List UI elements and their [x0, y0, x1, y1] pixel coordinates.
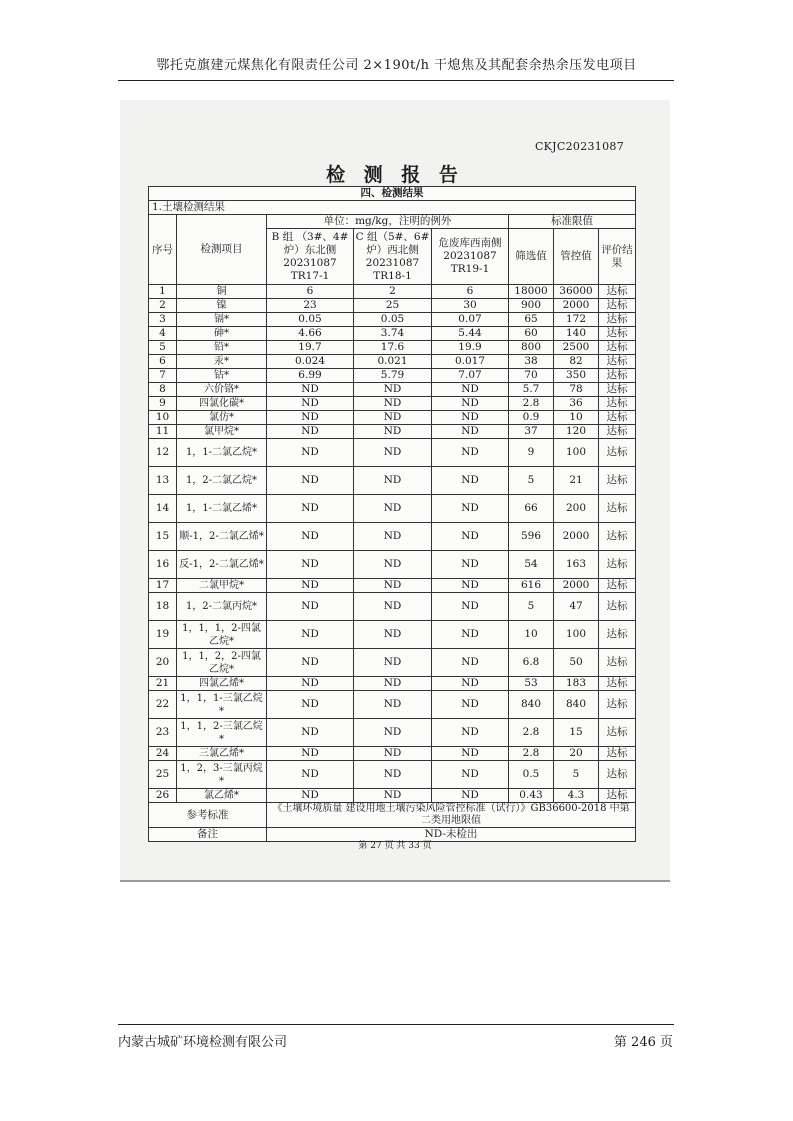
row-seq: 19 [149, 621, 177, 649]
scan-bottom-edge [120, 880, 670, 882]
row-value-d: 0.017 [432, 355, 509, 369]
row-value-d: ND [432, 425, 509, 439]
row-eval: 达标 [599, 383, 636, 397]
row-screen-value: 0.5 [509, 761, 554, 789]
row-eval: 达标 [599, 495, 636, 523]
row-control-value: 82 [554, 355, 599, 369]
row-value-d: 30 [432, 299, 509, 313]
row-item: 镉* [177, 313, 267, 327]
std-limit-header: 标准限值 [509, 215, 636, 229]
table-row [149, 467, 636, 495]
row-value-c: ND [354, 649, 432, 677]
page-header-title: 鄂托克旗建元煤焦化有限责任公司 2×190t/h 干熄焦及其配套余热余压发电项目 [156, 58, 637, 73]
row-item: 四氯乙烯* [177, 677, 267, 691]
row-seq: 1 [149, 285, 177, 299]
row-control-value: 2000 [554, 299, 599, 313]
row-screen-value: 840 [509, 691, 554, 719]
table-row [149, 495, 636, 523]
row-value-b: ND [267, 719, 354, 747]
row-value-d: ND [432, 593, 509, 621]
row-screen-value: 800 [509, 341, 554, 355]
row-control-value: 2000 [554, 579, 599, 593]
row-item: 1，2-二氯丙烷* [177, 593, 267, 621]
row-eval: 达标 [599, 425, 636, 439]
header-control-value: 管控值 [554, 229, 599, 285]
row-control-value: 36 [554, 397, 599, 411]
row-value-b: ND [267, 439, 354, 467]
header-seq: 序号 [149, 215, 177, 285]
row-value-b: ND [267, 649, 354, 677]
row-item: 三氯乙烯* [177, 747, 267, 761]
row-seq: 24 [149, 747, 177, 761]
row-item: 钴* [177, 369, 267, 383]
row-value-c: ND [354, 621, 432, 649]
row-item: 1，1，2-三氯乙烷* [177, 719, 267, 747]
row-seq: 13 [149, 467, 177, 495]
row-eval: 达标 [599, 341, 636, 355]
row-value-b: ND [267, 593, 354, 621]
row-value-c: ND [354, 495, 432, 523]
reference-standard-label: 参考标准 [149, 803, 267, 828]
row-seq: 17 [149, 579, 177, 593]
row-value-b: ND [267, 495, 354, 523]
row-control-value: 140 [554, 327, 599, 341]
row-control-value: 2500 [554, 341, 599, 355]
row-eval: 达标 [599, 789, 636, 803]
table-row [149, 761, 636, 789]
row-screen-value: 2.8 [509, 397, 554, 411]
row-control-value: 4.3 [554, 789, 599, 803]
remarks-text: ND-未检出 [267, 828, 636, 842]
row-control-value: 5 [554, 761, 599, 789]
row-screen-value: 10 [509, 621, 554, 649]
subsection-title: 1.土壤检测结果 [149, 201, 636, 215]
row-screen-value: 18000 [509, 285, 554, 299]
row-seq: 8 [149, 383, 177, 397]
report-title: 检 测 报 告 [326, 164, 464, 186]
row-seq: 4 [149, 327, 177, 341]
footer-page-number: 第 246 页 [613, 1035, 673, 1050]
row-value-b: 6 [267, 285, 354, 299]
table-row [149, 299, 636, 313]
row-seq: 5 [149, 341, 177, 355]
reference-standard-text: 《土壤环境质量 建设用地土壤污染风险管控标准（试行）》GB36600-2018 中第二类用地限值 [267, 803, 636, 828]
row-seq: 7 [149, 369, 177, 383]
table-row [149, 523, 636, 551]
row-eval: 达标 [599, 579, 636, 593]
row-value-c: 0.021 [354, 355, 432, 369]
row-screen-value: 2.8 [509, 747, 554, 761]
row-seq: 9 [149, 397, 177, 411]
row-control-value: 100 [554, 439, 599, 467]
row-value-c: ND [354, 747, 432, 761]
row-item: 1，1，1，2-四氯乙烷* [177, 621, 267, 649]
row-value-c: ND [354, 425, 432, 439]
row-value-b: ND [267, 523, 354, 551]
header-sample-c: C 组（5#、6#炉）西北侧 20231087 TR18-1 [354, 229, 432, 285]
row-value-d: ND [432, 747, 509, 761]
row-value-c: 3.74 [354, 327, 432, 341]
row-value-b: ND [267, 747, 354, 761]
row-control-value: 172 [554, 313, 599, 327]
row-value-d: ND [432, 789, 509, 803]
row-seq: 20 [149, 649, 177, 677]
scanned-report-page [120, 100, 670, 880]
row-value-b: 0.05 [267, 313, 354, 327]
row-value-b: 23 [267, 299, 354, 313]
row-item: 氯乙烯* [177, 789, 267, 803]
row-eval: 达标 [599, 621, 636, 649]
table-row [149, 327, 636, 341]
row-control-value: 15 [554, 719, 599, 747]
table-row [149, 691, 636, 719]
row-eval: 达标 [599, 593, 636, 621]
row-screen-value: 6.8 [509, 649, 554, 677]
row-value-d: ND [432, 719, 509, 747]
row-screen-value: 37 [509, 425, 554, 439]
row-value-c: 5.79 [354, 369, 432, 383]
row-value-b: ND [267, 551, 354, 579]
row-eval: 达标 [599, 327, 636, 341]
row-value-d: 0.07 [432, 313, 509, 327]
row-item: 铅* [177, 341, 267, 355]
row-screen-value: 5 [509, 467, 554, 495]
row-control-value: 21 [554, 467, 599, 495]
row-eval: 达标 [599, 551, 636, 579]
row-screen-value: 5.7 [509, 383, 554, 397]
row-screen-value: 60 [509, 327, 554, 341]
row-item: 汞* [177, 355, 267, 369]
table-row [149, 341, 636, 355]
row-screen-value: 9 [509, 439, 554, 467]
section-title: 四、检测结果 [149, 187, 636, 201]
row-value-c: ND [354, 691, 432, 719]
row-control-value: 78 [554, 383, 599, 397]
row-screen-value: 70 [509, 369, 554, 383]
row-value-d: ND [432, 621, 509, 649]
table-row [149, 593, 636, 621]
row-eval: 达标 [599, 649, 636, 677]
row-eval: 达标 [599, 285, 636, 299]
row-value-c: ND [354, 467, 432, 495]
row-value-d: ND [432, 439, 509, 467]
row-control-value: 36000 [554, 285, 599, 299]
row-value-d: ND [432, 523, 509, 551]
row-seq: 3 [149, 313, 177, 327]
row-eval: 达标 [599, 691, 636, 719]
table-row [149, 285, 636, 299]
row-value-d: ND [432, 551, 509, 579]
row-eval: 达标 [599, 411, 636, 425]
table-row [149, 383, 636, 397]
row-seq: 25 [149, 761, 177, 789]
row-value-b: 0.024 [267, 355, 354, 369]
row-value-d: 6 [432, 285, 509, 299]
row-value-c: ND [354, 411, 432, 425]
row-item: 氯仿* [177, 411, 267, 425]
row-value-b: ND [267, 467, 354, 495]
row-item: 铜 [177, 285, 267, 299]
row-seq: 18 [149, 593, 177, 621]
row-seq: 16 [149, 551, 177, 579]
table-row [149, 579, 636, 593]
row-item: 顺-1，2-二氯乙烯* [177, 523, 267, 551]
row-value-b: ND [267, 691, 354, 719]
row-eval: 达标 [599, 467, 636, 495]
table-row [149, 649, 636, 677]
row-value-c: 17.6 [354, 341, 432, 355]
row-value-d: ND [432, 383, 509, 397]
header-sample-d: 危废库西南侧 20231087 TR19-1 [432, 229, 509, 285]
row-seq: 2 [149, 299, 177, 313]
row-screen-value: 53 [509, 677, 554, 691]
row-item: 反-1，2-二氯乙烯* [177, 551, 267, 579]
row-value-b: ND [267, 579, 354, 593]
row-eval: 达标 [599, 313, 636, 327]
row-eval: 达标 [599, 719, 636, 747]
row-seq: 14 [149, 495, 177, 523]
row-value-c: ND [354, 719, 432, 747]
row-screen-value: 616 [509, 579, 554, 593]
header-item: 检测项目 [177, 215, 267, 285]
row-eval: 达标 [599, 397, 636, 411]
table-row [149, 747, 636, 761]
row-value-b: 19.7 [267, 341, 354, 355]
table-row [149, 719, 636, 747]
row-eval: 达标 [599, 761, 636, 789]
row-value-b: ND [267, 383, 354, 397]
row-value-c: 2 [354, 285, 432, 299]
row-seq: 21 [149, 677, 177, 691]
row-value-d: ND [432, 649, 509, 677]
row-value-c: 25 [354, 299, 432, 313]
row-seq: 11 [149, 425, 177, 439]
remarks-label: 备注 [149, 828, 267, 842]
row-control-value: 840 [554, 691, 599, 719]
row-item: 1，1，1-三氯乙烷* [177, 691, 267, 719]
row-value-d: ND [432, 397, 509, 411]
row-seq: 10 [149, 411, 177, 425]
row-value-d: ND [432, 761, 509, 789]
table-row [149, 355, 636, 369]
row-value-c: ND [354, 551, 432, 579]
row-control-value: 120 [554, 425, 599, 439]
row-item: 六价铬* [177, 383, 267, 397]
table-row [149, 621, 636, 649]
row-value-b: ND [267, 411, 354, 425]
row-value-b: ND [267, 397, 354, 411]
row-eval: 达标 [599, 677, 636, 691]
row-control-value: 50 [554, 649, 599, 677]
row-screen-value: 65 [509, 313, 554, 327]
row-value-c: ND [354, 397, 432, 411]
row-value-c: ND [354, 593, 432, 621]
row-screen-value: 5 [509, 593, 554, 621]
row-item: 二氯甲烷* [177, 579, 267, 593]
row-value-c: ND [354, 677, 432, 691]
row-value-d: 5.44 [432, 327, 509, 341]
row-value-d: ND [432, 579, 509, 593]
table-row [149, 411, 636, 425]
row-screen-value: 66 [509, 495, 554, 523]
report-code: CKJC20231087 [534, 140, 624, 153]
row-eval: 达标 [599, 747, 636, 761]
results-table [148, 186, 636, 842]
table-row [149, 425, 636, 439]
header-eval-result: 评价结果 [599, 229, 636, 285]
row-item: 1，1-二氯乙烷* [177, 439, 267, 467]
row-value-d: ND [432, 495, 509, 523]
row-value-d: ND [432, 411, 509, 425]
row-screen-value: 38 [509, 355, 554, 369]
row-control-value: 350 [554, 369, 599, 383]
row-seq: 23 [149, 719, 177, 747]
row-value-b: 4.66 [267, 327, 354, 341]
unit-note: 单位：mg/kg，注明的例外 [267, 215, 509, 229]
row-value-c: 0.05 [354, 313, 432, 327]
row-screen-value: 0.43 [509, 789, 554, 803]
row-screen-value: 900 [509, 299, 554, 313]
row-control-value: 20 [554, 747, 599, 761]
row-seq: 15 [149, 523, 177, 551]
row-value-c: ND [354, 789, 432, 803]
table-row [149, 677, 636, 691]
header-sample-b: B 组 （3#、4#炉）东北侧 20231087 TR17-1 [267, 229, 354, 285]
row-item: 氯甲烷* [177, 425, 267, 439]
row-control-value: 10 [554, 411, 599, 425]
header-screen-value: 筛选值 [509, 229, 554, 285]
row-value-c: ND [354, 439, 432, 467]
table-row [149, 789, 636, 803]
row-eval: 达标 [599, 439, 636, 467]
row-eval: 达标 [599, 299, 636, 313]
row-value-d: 7.07 [432, 369, 509, 383]
row-screen-value: 0.9 [509, 411, 554, 425]
row-screen-value: 596 [509, 523, 554, 551]
row-value-b: ND [267, 425, 354, 439]
row-seq: 6 [149, 355, 177, 369]
footer-company: 内蒙古城矿环境检测有限公司 [118, 1035, 288, 1050]
row-value-c: ND [354, 523, 432, 551]
row-seq: 26 [149, 789, 177, 803]
table-row [149, 439, 636, 467]
report-page-info: 第 27 页 共 33 页 [358, 841, 432, 851]
row-seq: 12 [149, 439, 177, 467]
row-item: 1，1，2，2-四氯乙烷* [177, 649, 267, 677]
row-control-value: 200 [554, 495, 599, 523]
row-seq: 22 [149, 691, 177, 719]
row-eval: 达标 [599, 523, 636, 551]
row-screen-value: 2.8 [509, 719, 554, 747]
row-eval: 达标 [599, 355, 636, 369]
table-row [149, 369, 636, 383]
row-value-c: ND [354, 383, 432, 397]
row-value-c: ND [354, 579, 432, 593]
row-value-c: ND [354, 761, 432, 789]
table-row [149, 397, 636, 411]
row-value-d: ND [432, 677, 509, 691]
table-row [149, 551, 636, 579]
row-value-b: ND [267, 761, 354, 789]
row-eval: 达标 [599, 369, 636, 383]
row-control-value: 2000 [554, 523, 599, 551]
row-value-b: ND [267, 677, 354, 691]
row-control-value: 163 [554, 551, 599, 579]
row-control-value: 47 [554, 593, 599, 621]
row-item: 四氯化碳* [177, 397, 267, 411]
row-control-value: 100 [554, 621, 599, 649]
row-screen-value: 54 [509, 551, 554, 579]
row-item: 1，2，3-三氯丙烷* [177, 761, 267, 789]
footer-rule [118, 1024, 674, 1025]
table-row [149, 313, 636, 327]
row-item: 1，2-二氯乙烷* [177, 467, 267, 495]
row-item: 砷* [177, 327, 267, 341]
row-item: 1，1-二氯乙烯* [177, 495, 267, 523]
row-value-b: 6.99 [267, 369, 354, 383]
row-value-d: 19.9 [432, 341, 509, 355]
row-item: 镍 [177, 299, 267, 313]
row-value-b: ND [267, 789, 354, 803]
row-value-d: ND [432, 467, 509, 495]
row-value-d: ND [432, 691, 509, 719]
row-value-b: ND [267, 621, 354, 649]
row-control-value: 183 [554, 677, 599, 691]
header-rule [118, 80, 674, 81]
